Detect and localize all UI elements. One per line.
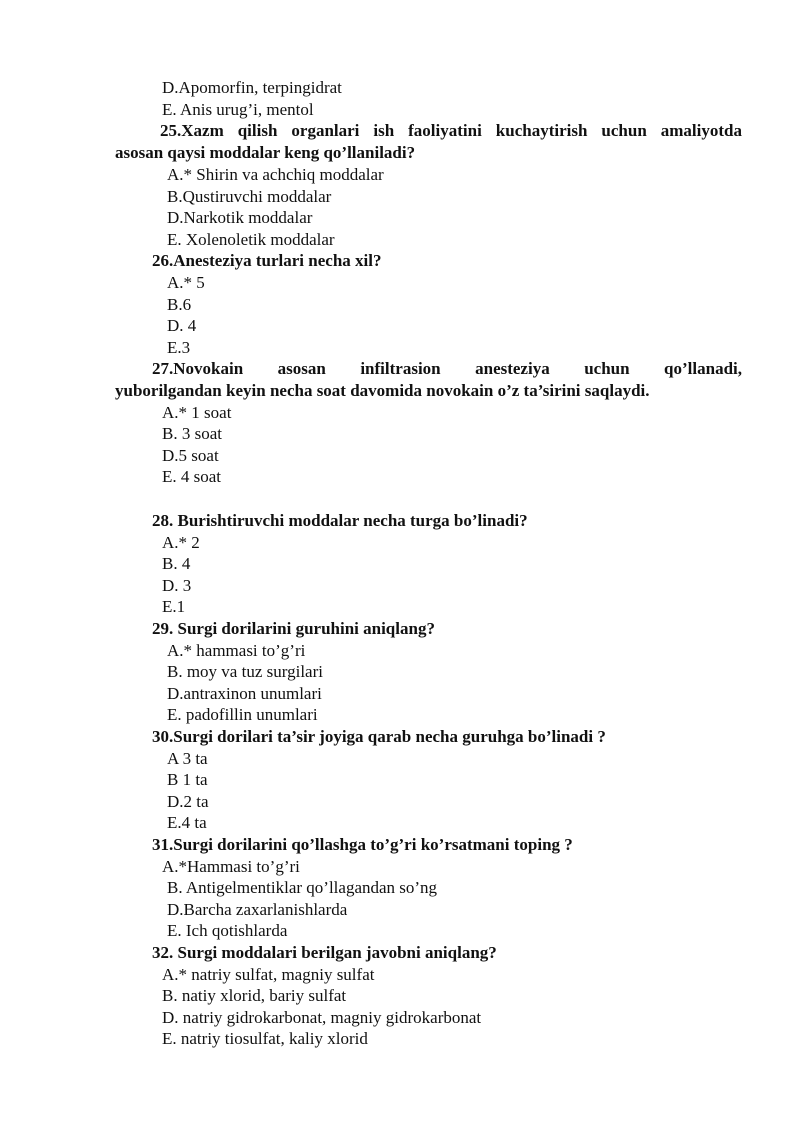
- question-text: asosan qaysi moddalar keng qo’llaniladi?: [115, 142, 416, 162]
- question-number: 32: [152, 943, 169, 962]
- answer-option: E. Ich qotishlarda: [167, 921, 288, 940]
- answer-option: A.* Shirin va achchiq moddalar: [167, 165, 384, 184]
- answer-option: A.* natriy sulfat, magniy sulfat: [162, 965, 375, 984]
- question-27: [115, 358, 742, 401]
- question-text: . Surgi dorilarini guruhini aniqlang?: [169, 619, 435, 638]
- question-text: yuborilgandan keyin necha soat davomida novokain o’z ta’sirini saqlaydi.: [115, 380, 650, 400]
- answer-option: B. 4: [162, 554, 191, 573]
- answer-option: B 1 ta: [167, 770, 208, 789]
- question-number: 29: [152, 619, 169, 638]
- answer-option: A.* 2: [162, 533, 200, 552]
- answer-option: D.2 ta: [167, 792, 209, 811]
- question-text: 25.Xazm qilish organlari ish faoliyatini kuchaytirish uchun amaliyotda: [160, 121, 742, 140]
- answer-option: E.4 ta: [167, 813, 207, 832]
- answer-option: E. padofillin unumlari: [167, 705, 318, 724]
- answer-option: B. natiy xlorid, bariy sulfat: [162, 986, 347, 1005]
- question-text: 27.Novokain asosan infiltrasion anesteziya uchun qo’llanadi,: [152, 359, 742, 378]
- answer-option: D.Barcha zaxarlanishlarda: [167, 900, 348, 919]
- answer-option: E. 4 soat: [162, 467, 222, 486]
- question-text: . Surgi moddalari berilgan javobni aniqlang?: [169, 943, 497, 962]
- answer-option: D.5 soat: [162, 446, 219, 465]
- answer-option: E. Anis urug’i, mentol: [162, 100, 314, 119]
- answer-option: E. natriy tiosulfat, kaliy xlorid: [162, 1029, 368, 1048]
- answer-option: A 3 ta: [167, 749, 208, 768]
- question-29: [152, 618, 435, 639]
- answer-option: B. 3 soat: [162, 424, 222, 443]
- answer-option: B. moy va tuz surgilari: [167, 662, 323, 681]
- answer-option: D.antraxinon unumlari: [167, 684, 322, 703]
- answer-option: A.* 5: [167, 273, 205, 292]
- answer-option: D.Narkotik moddalar: [167, 208, 313, 227]
- answer-option: B.Qustiruvchi moddalar: [167, 187, 332, 206]
- question-32: [152, 942, 497, 963]
- answer-option: A.* 1 soat: [162, 403, 232, 422]
- answer-option: A.*Hammasi to’g’ri: [162, 857, 300, 876]
- question-26: 26.Anesteziya turlari necha xil?: [152, 251, 382, 270]
- answer-option: D. natriy gidrokarbonat, magniy gidrokarbonat: [162, 1008, 482, 1027]
- answer-option: B.6: [167, 295, 192, 314]
- answer-option: E.1: [162, 597, 186, 616]
- answer-option: D. 3: [162, 576, 192, 595]
- answer-option: E. Xolenoletik moddalar: [167, 230, 335, 249]
- question-30: 30.Surgi dorilari ta’sir joyiga qarab necha guruhga bo’linadi ?: [152, 727, 606, 746]
- question-28: 28. Burishtiruvchi moddalar necha turga bo’linadi?: [152, 511, 528, 530]
- answer-option: A.* hammasi to’g’ri: [167, 641, 306, 660]
- answer-option: B. Antigelmentiklar qo’llagandan so’ng: [167, 878, 438, 897]
- question-31: 31.Surgi dorilarini qo’llashga to’g’ri ko’rsatmani toping ?: [152, 835, 573, 854]
- answer-option: D. 4: [167, 316, 197, 335]
- answer-option: D.Apomorfin, terpingidrat: [162, 78, 342, 97]
- question-25: [115, 120, 742, 163]
- answer-option: E.3: [167, 338, 191, 357]
